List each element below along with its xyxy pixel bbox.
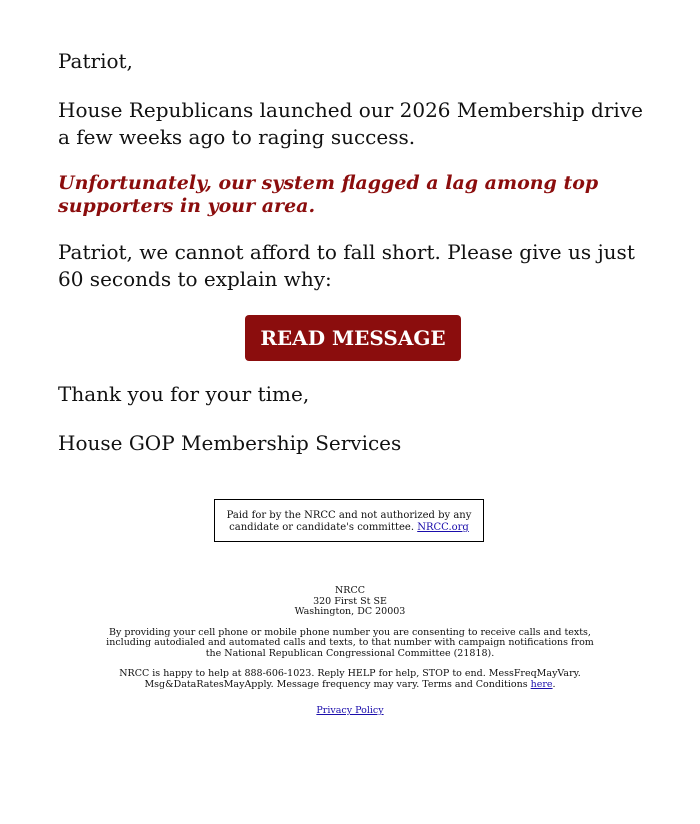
intro-paragraph: House Republicans launched our 2026 Membership drive a few weeks ago to raging success.: [58, 98, 643, 149]
consent-text: By providing your cell phone or mobile phone number you are consenting to receive calls and texts, including autodialed and automated calls and texts, to that number with campaign notifications from the National Republican Congressional Committee (21818).: [106, 626, 594, 659]
help-text: NRCC is happy to help at 888-606-1023. Reply HELP for help, STOP to end. MessFreqMayVary. Msg&DataRatesMayApply. Message frequency may vary. Terms and Conditions: [119, 668, 581, 690]
thanks-line: Thank you for your time,: [58, 382, 310, 406]
ask-paragraph: Patriot, we cannot afford to fall short. Please give us just 60 seconds to explain why:: [58, 240, 635, 291]
help-text-block: NRCC is happy to help at 888-606-1023. Reply HELP for help, STOP to end. MessFreqMayVary. Msg&DataRatesMayApply. Message frequency may vary. Terms and Conditions here.: [119, 668, 581, 690]
read-message-button[interactable]: READ MESSAGE: [245, 315, 461, 361]
footer: [100, 586, 600, 717]
footer-org: NRCC: [334, 585, 365, 596]
cta-container: [58, 315, 648, 361]
nrcc-org-link[interactable]: NRCC.org: [417, 522, 469, 533]
footer-city: Washington, DC 20003: [294, 606, 406, 617]
disclaimer-text: Paid for by the NRCC and not authorized by any candidate or candidate's committee.: [226, 510, 472, 533]
privacy-container: [100, 706, 600, 717]
privacy-policy-link[interactable]: Privacy Policy: [316, 705, 384, 716]
footer-address: [100, 586, 600, 618]
footer-street: 320 First St SE: [313, 595, 387, 607]
alert-headline: Unfortunately, our system flagged a lag among top supporters in your area.: [58, 172, 599, 217]
terms-link[interactable]: here: [530, 678, 553, 690]
greeting: Patriot,: [58, 49, 133, 73]
paid-for-disclaimer: [214, 499, 484, 542]
signature: House GOP Membership Services: [58, 431, 402, 455]
email-body: [58, 48, 648, 457]
